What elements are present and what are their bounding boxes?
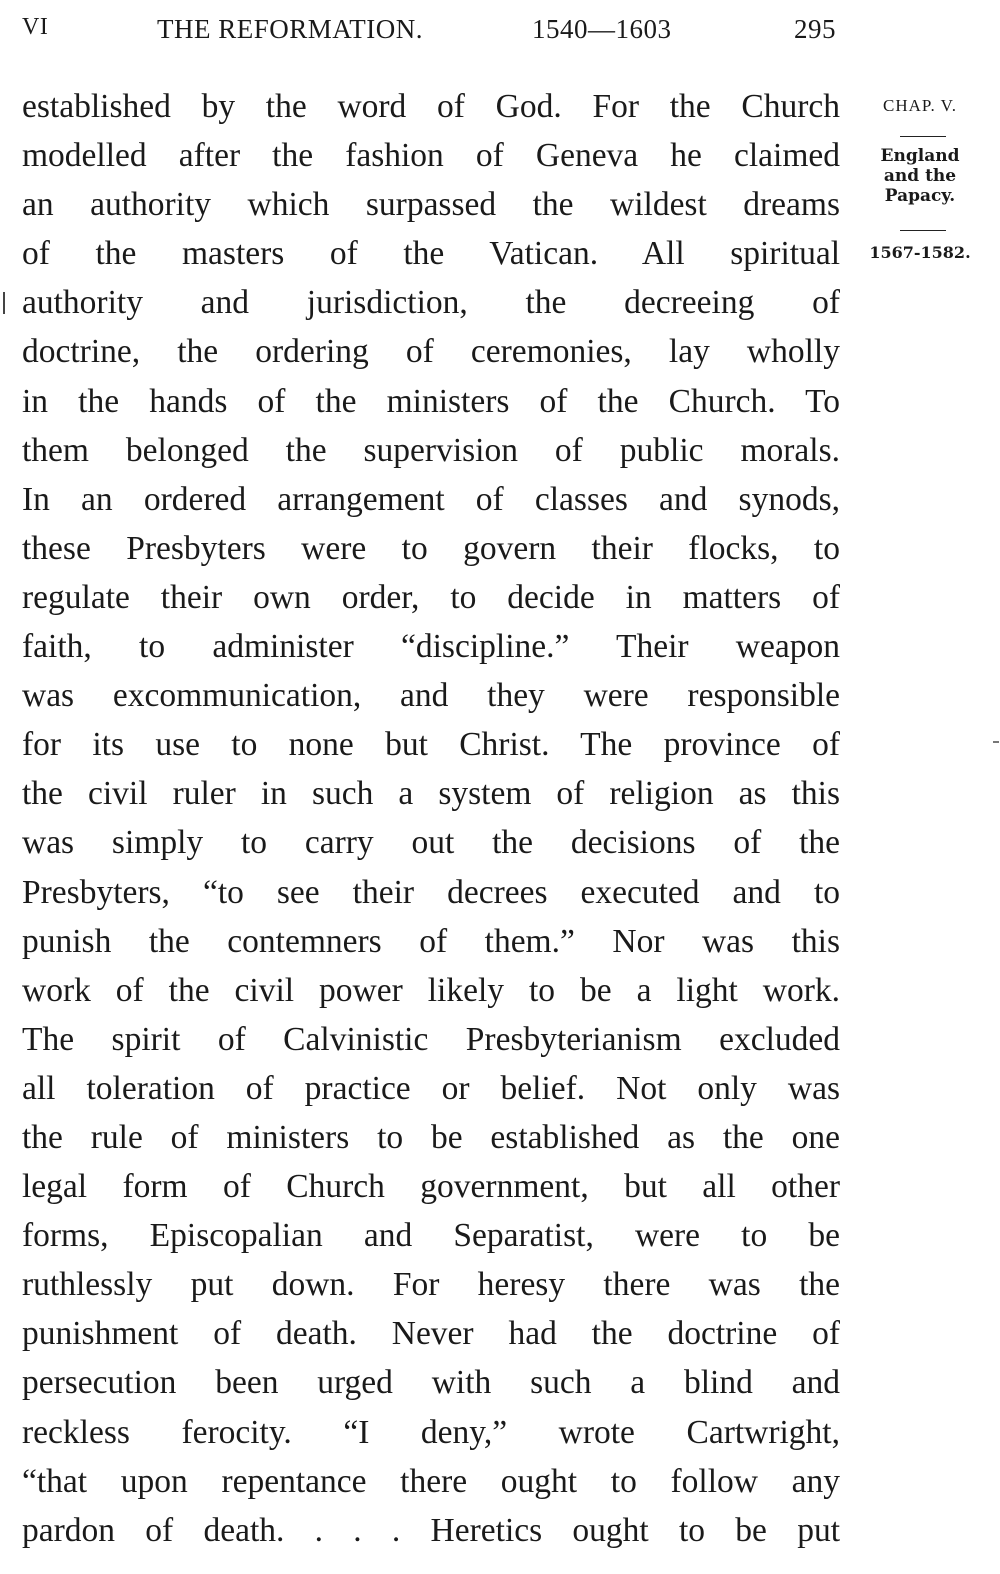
text-line: an authority which surpassed the wildest dreams [22,186,840,224]
text-line: was simply to carry out the decisions of the [22,824,840,862]
page-number: 295 [794,14,836,44]
text-line: regulate their own order, to decide in matters of [22,578,840,616]
body-text [22,82,840,1555]
sidenote-years: 1567-1582. [869,243,971,262]
text-line: reckless ferocity. “I deny,” wrote Cartwright, [22,1413,840,1451]
text-line: faith, to administer “discipline.” Their weapon [22,628,840,666]
text-line: these Presbyters were to govern their flocks, to [22,529,840,567]
running-head-years: 1540—1603 [532,14,672,44]
text-line: of the masters of the Vatican. All spiritual [22,235,840,273]
text-line: the rule of ministers to be established as the one [22,1118,840,1156]
text-line: for its use to none but Christ. The province of [22,726,840,764]
text-line: forms, Episcopalian and Separatist, were to be [22,1217,840,1255]
running-head [22,14,836,54]
text-line: doctrine, the ordering of ceremonies, lay wholly [22,333,840,371]
running-head-title: THE REFORMATION. [157,14,424,44]
text-line: “that upon repentance there ought to follow any [22,1462,840,1500]
sidenote-topic-line: Papacy. [884,186,956,206]
sidenote-divider [900,230,946,231]
text-line: was excommunication, and they were responsible [22,677,840,715]
scan-speck [993,741,999,743]
text-line: modelled after the fashion of Geneva he claimed [22,137,840,175]
text-line: The spirit of Calvinistic Presbyterianism excluded [22,1020,840,1058]
sidenote-chapter: CHAP. V. [883,96,957,115]
text-line: established by the word of God. For the Church [22,88,840,125]
margin-mark [3,292,5,314]
sidenote-topic-line: and the [883,166,957,186]
text-line: ruthlessly put down. For heresy there was the [22,1266,840,1304]
text-line: all toleration of practice or belief. Not only was [22,1069,840,1107]
text-line: persecution been urged with such a blind and [22,1364,840,1402]
text-line: them belonged the supervision of public morals. [22,431,840,469]
text-line: authority and jurisdiction, the decreeing of [22,284,840,322]
running-head-section: VI [22,14,49,40]
text-line: legal form of Church government, but all other [22,1168,840,1206]
sidenote-topic [858,146,982,206]
sidenote-divider [900,136,946,137]
text-line: work of the civil power likely to be a light work. [22,971,840,1009]
text-line: In an ordered arrangement of classes and synods, [22,480,840,518]
sidenote-topic-line: England [880,146,960,166]
text-line: punishment of death. Never had the doctrine of [22,1315,840,1353]
text-line: the civil ruler in such a system of religion as this [22,775,840,813]
text-line: pardon of death. . . . Heretics ought to be put [22,1511,840,1549]
text-line: punish the contemners of them.” Nor was this [22,922,840,960]
text-line: Presbyters, “to see their decrees executed and to [22,873,840,911]
text-line: in the hands of the ministers of the Church. To [22,382,840,420]
